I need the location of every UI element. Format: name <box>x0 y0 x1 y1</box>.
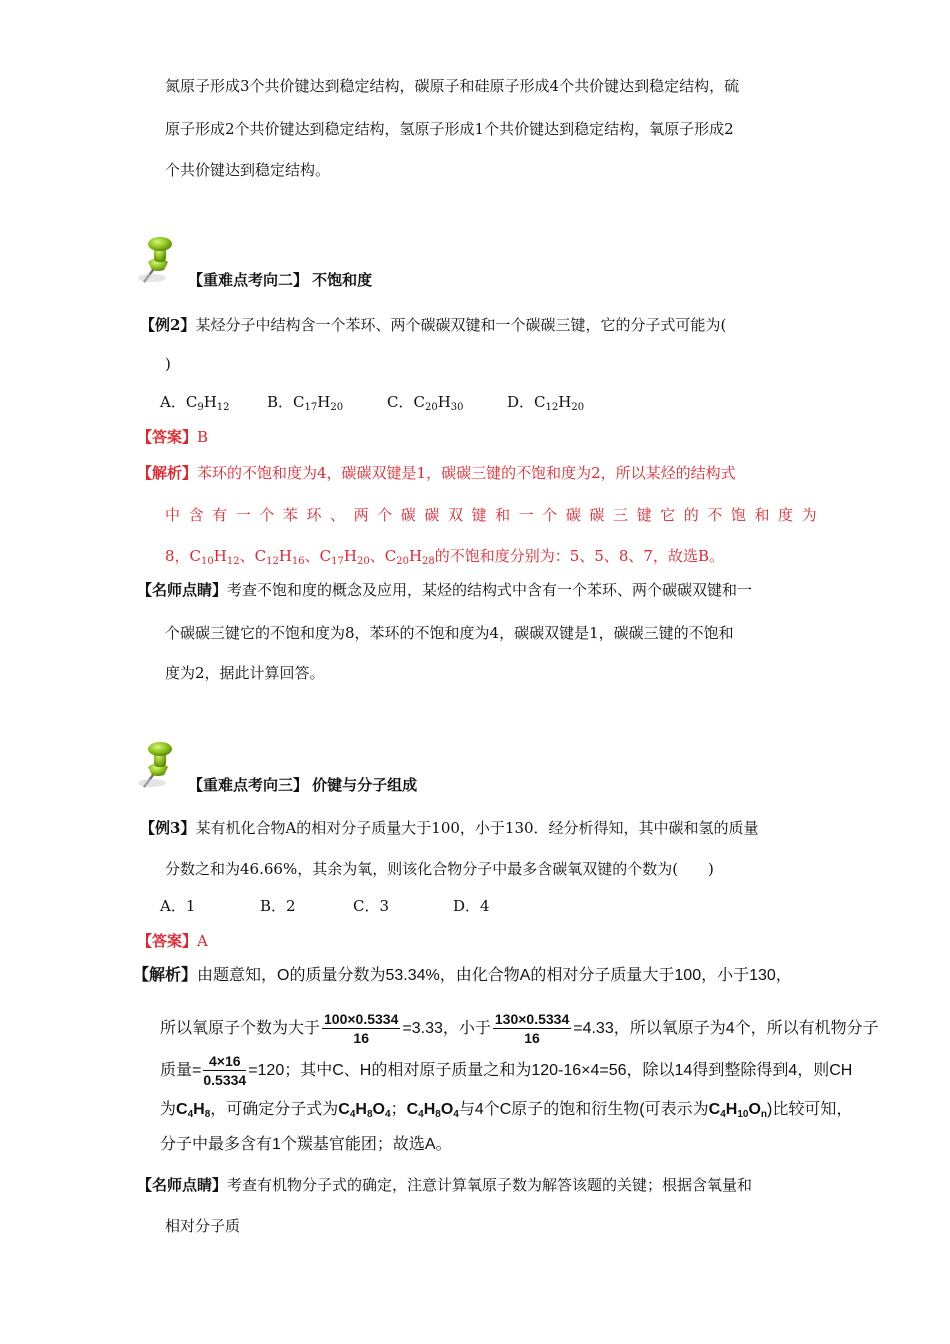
analysis-char: 苯 <box>282 506 298 524</box>
analysis-char: 度 <box>778 506 794 524</box>
analysis-3-line-4: 为$C_4H_8$，可确定分子式为$C_4H_8O_4$；$C_4H_8O_4$与4个C原子的饱和衍生物(可表示为$C_4H_{10}O_n$)比较可知， <box>160 1101 853 1120</box>
formula-c17h20: $C_{17}H_{20}$ <box>319 547 370 567</box>
formula-c4h8o4: $C_4H_8O_4$ <box>406 1101 459 1120</box>
tip-3-line-2: 相对分子质 <box>165 1217 241 1235</box>
formula-c20h28: $C_{20}H_{28}$ <box>384 547 435 567</box>
analysis-char: 双 <box>447 506 463 524</box>
analysis-char: 和 <box>754 506 770 524</box>
analysis-char: 碳 <box>589 506 605 524</box>
option-d: D．4 <box>453 897 490 915</box>
analysis-char: 和 <box>495 506 511 524</box>
analysis-char: 不 <box>707 506 723 524</box>
analysis-3-line-2: 所以氧原子个数为大于 $\frac{100\times 0.5334}{16}$ =3.33，小于 $\frac{130\times 0.5334}{16}$ =4.33，所以氧原子为4个，所以有机物分子 <box>160 1010 879 1046</box>
analysis-char: 键 <box>636 506 652 524</box>
analysis-2-label: 【解析】 <box>137 464 198 482</box>
analysis-char: 的 <box>683 506 699 524</box>
formula-c4h8o4: $C_4H_8O_4$ <box>338 1101 391 1120</box>
formula-c10h12: $C_{10}H_{12}$ <box>189 547 240 567</box>
analysis-2-line-2 <box>165 508 817 523</box>
tip-3-label: 【名师点睛】 <box>137 1176 228 1194</box>
option-a: A．1 <box>160 897 196 915</box>
analysis-char: 个 <box>259 506 275 524</box>
answer-2-label: 【答案】 <box>137 428 198 446</box>
pushpin-icon <box>130 737 186 793</box>
analysis-3-line-5: 分子中最多含有1个羰基官能团；故选A。 <box>160 1136 452 1153</box>
analysis-char: 碳 <box>424 506 440 524</box>
intro-line-2: 原子形成2个共价键达到稳定结构，氢原子形成1个共价键达到稳定结构，氧原子形成2 <box>165 120 734 138</box>
analysis-char: 含 <box>188 506 204 524</box>
analysis-char: 碳 <box>565 506 581 524</box>
example-2 <box>140 318 726 333</box>
analysis-2-line-3: 8，$C_{10}H_{12}$、$C_{12}H_{16}$、$C_{17}H_{20}$、$C_{20}H_{28}$的不饱和度分别为：5、5、8、7，故选B。 <box>165 547 724 567</box>
analysis-char: 键 <box>471 506 487 524</box>
example-3-label: 【例3】 <box>140 819 196 837</box>
formula-c4h10on: $C_4H_{10}O_n$ <box>708 1101 767 1120</box>
answer-3 <box>137 934 208 949</box>
analysis-char: 碳 <box>400 506 416 524</box>
analysis-3-line-3: 质量= $\frac{4\times 16}{0.5334}$ =120；其中C、H的相对原子质量之和为120-16×4=56，除以14得到整除得到4，则CH <box>160 1052 853 1088</box>
answer-3-value: A <box>197 932 208 950</box>
option-a: A．$C_9H_{12}$ <box>160 393 230 413</box>
analysis-char: 饱 <box>730 506 746 524</box>
section-3-title: 【重难点考向三】 价键与分子组成 <box>188 777 418 794</box>
option-c: C．3 <box>353 897 390 915</box>
example-2-close: ) <box>165 355 171 373</box>
answer-2-value: B <box>197 428 209 446</box>
answer-2 <box>137 430 208 445</box>
example-3-line-1: 【例3】某有机化合物A的相对分子质量大于100，小于130．经分析得知，其中碳和氢的质量 <box>140 819 759 837</box>
option-d: D．$C_{12}H_{20}$ <box>507 393 585 413</box>
fraction-1: $\frac{100\times 0.5334}{16}$ <box>324 1010 399 1046</box>
option-b: B．$C_{17}H_{20}$ <box>267 393 344 413</box>
option-b: B．2 <box>260 897 296 915</box>
analysis-2-line-1: 【解析】苯环的不饱和度为4，碳碳双键是1，碳碳三键的不饱和度为2，所以某烃的结构式 <box>137 464 736 482</box>
option-c: C．$C_{20}H_{30}$ <box>387 393 464 413</box>
analysis-char: 三 <box>612 506 628 524</box>
tip-2-line-1: 【名师点睛】考查不饱和度的概念及应用，某烃的结构式中含有一个苯环、两个碳碳双键和一 <box>137 581 753 599</box>
analysis-char: 一 <box>518 506 534 524</box>
tip-2-label: 【名师点睛】 <box>137 581 228 599</box>
analysis-char: 有 <box>212 506 228 524</box>
formula-c12h16: $C_{12}H_{16}$ <box>254 547 305 567</box>
tip-2-line-3: 度为2，据此计算回答。 <box>165 664 325 682</box>
fraction-3: $\frac{4\times 16}{0.5334}$ <box>203 1052 247 1088</box>
analysis-char: 环 <box>306 506 322 524</box>
analysis-char: 、 <box>330 506 346 524</box>
fraction-2: $\frac{130\times 0.5334}{16}$ <box>494 1010 570 1046</box>
analysis-3-label: 【解析】 <box>133 967 198 984</box>
analysis-char: 一 <box>235 506 251 524</box>
tip-2-line-2: 个碳碳三键它的不饱和度为8，苯环的不饱和度为4，碳碳双键是1，碳碳三键的不饱和 <box>165 624 734 642</box>
analysis-char: 两 <box>353 506 369 524</box>
formula-c4h8: $C_4H_8$ <box>176 1101 211 1120</box>
section-2-title: 【重难点考向二】 不饱和度 <box>188 272 373 289</box>
analysis-char: 中 <box>165 506 181 524</box>
analysis-char: 个 <box>377 506 393 524</box>
tip-3-line-1: 【名师点睛】考查有机物分子式的确定，注意计算氧原子数为解答该题的关键；根据含氧量和 <box>137 1176 753 1194</box>
answer-3-label: 【答案】 <box>137 932 198 950</box>
example-2-text: 某烃分子中结构含一个苯环、两个碳碳双键和一个碳碳三键，它的分子式可能为( <box>195 316 727 334</box>
analysis-char: 为 <box>801 506 817 524</box>
pushpin-icon <box>130 232 186 288</box>
analysis-3-line-1: 【解析】由题意知，O的质量分数为53.34%，由化合物A的相对分子质量大于100，小于130， <box>133 967 792 984</box>
analysis-char: 个 <box>542 506 558 524</box>
example-2-label: 【例2】 <box>140 316 196 334</box>
intro-line-3: 个共价键达到稳定结构。 <box>165 161 331 179</box>
analysis-char: 它 <box>660 506 676 524</box>
example-3-line-2: 分数之和为46.66%，其余为氧，则该化合物分子中最多含碳氧双键的个数为( ) <box>165 860 714 878</box>
intro-line-1: 氮原子形成3个共价键达到稳定结构，碳原子和硅原子形成4个共价键达到稳定结构，硫 <box>165 77 740 95</box>
